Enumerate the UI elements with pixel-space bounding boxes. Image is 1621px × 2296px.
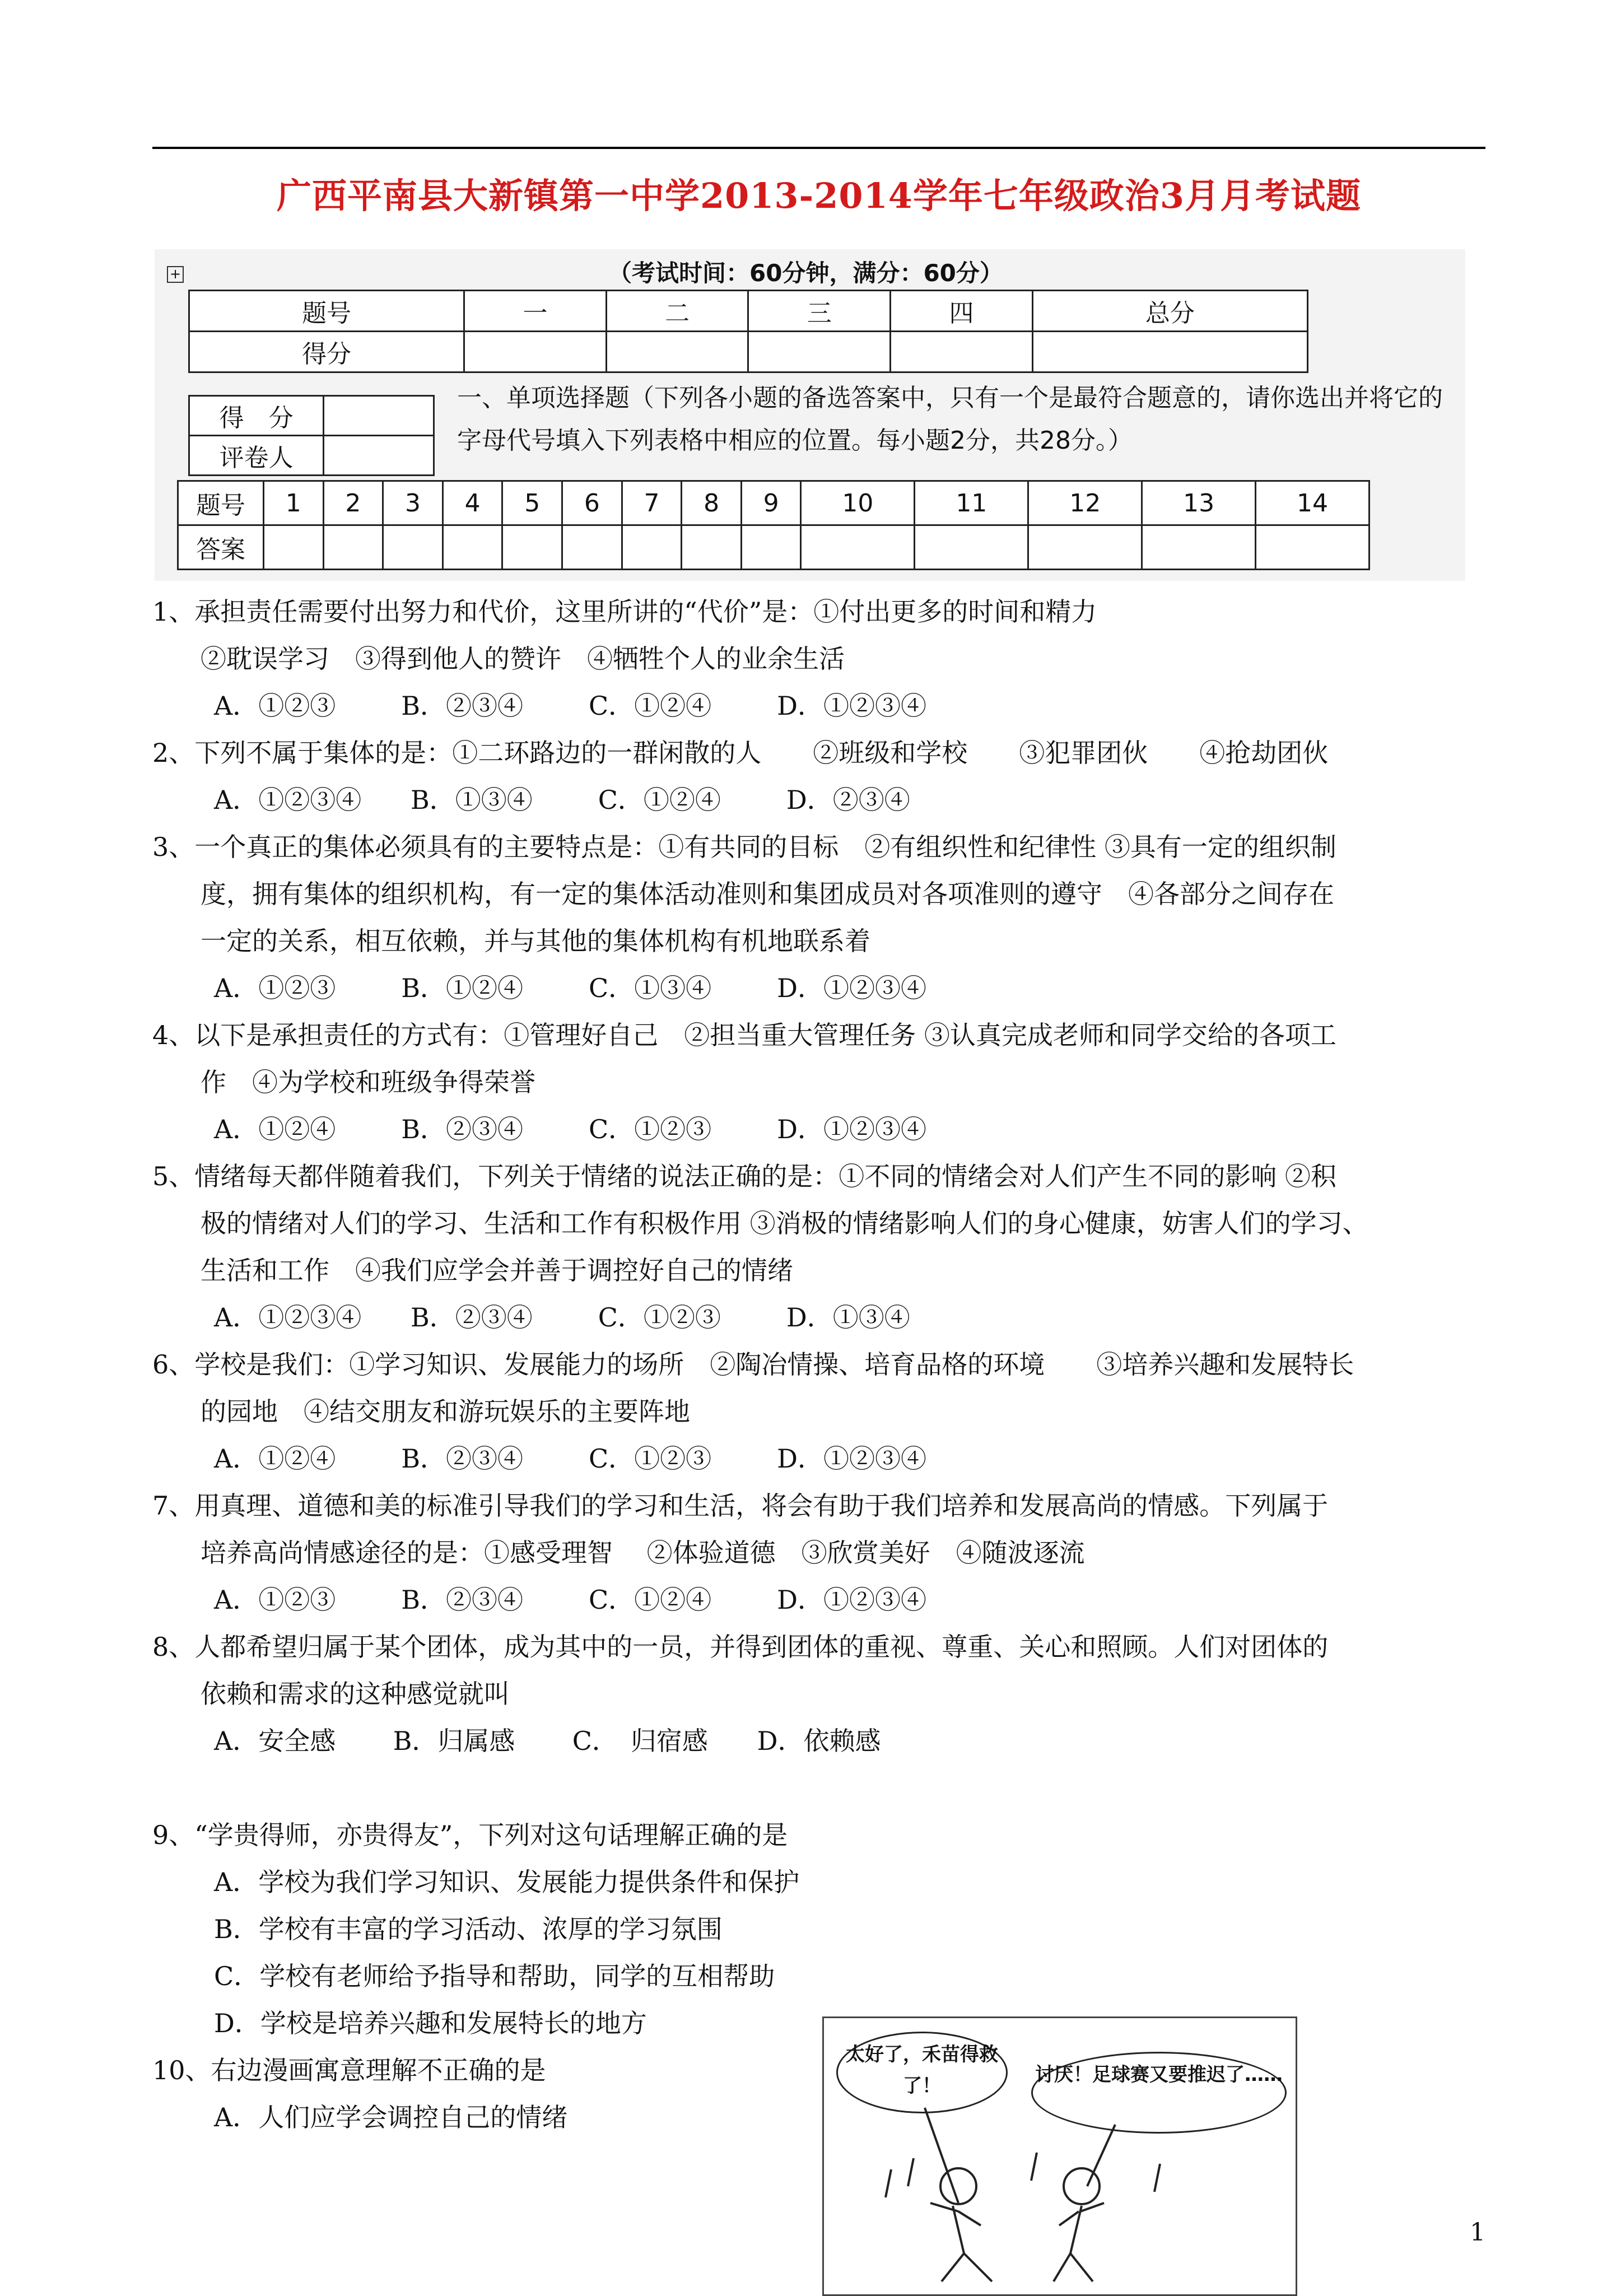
question-3: 3、一个真正的集体必须具有的主要特点是：①有共同的目标 ②有组织性和纪律性 ③具有一定的组织制	[152, 832, 1336, 862]
answer-number-cell: 9	[741, 481, 801, 525]
question-2: 2、下列不属于集体的是：①二环路边的一群闲散的人 ②班级和学校 ③犯罪团伙 ④抢劫团伙	[152, 738, 1329, 768]
question-1-options: A．①②③ B．②③④ C．①②④ D．①②③④	[214, 691, 927, 721]
table-row	[189, 291, 1308, 332]
score-cell[interactable]	[748, 332, 891, 372]
answer-cell[interactable]	[682, 525, 742, 570]
answer-number-cell: 4	[442, 481, 502, 525]
answer-number-cell: 1	[264, 481, 324, 525]
answer-number-cell: 2	[323, 481, 383, 525]
question-9-option-b: B．学校有丰富的学习活动、浓厚的学习氛围	[214, 1914, 723, 1944]
exam-time: （考试时间：60分钟，满分：60分）	[608, 259, 1003, 287]
table-row	[189, 332, 1308, 372]
question-8-options: A．安全感 B．归属感 C． 归宿感 D．依赖感	[214, 1726, 881, 1756]
answer-cell[interactable]	[1256, 525, 1370, 570]
answer-cell[interactable]	[1142, 525, 1256, 570]
spacer	[152, 1764, 1497, 1811]
question-9-option-c: C．学校有老师给予指导和帮助，同学的互相帮助	[214, 1961, 775, 1991]
question-1-cont: ②耽误学习 ③得到他人的赞许 ④牺牲个人的业余生活	[201, 644, 845, 674]
question-3-cont: 度，拥有集体的组织机构，有一定的集体活动准则和集团成员对各项准则的遵守 ④各部分之间存在	[201, 879, 1334, 909]
answer-number-cell: 11	[915, 481, 1028, 525]
section-one-instructions: 一、单项选择题（下列各小题的备选答案中，只有一个是最符合题意的，请你选出并将它的字母代号填入下列表格中相应的位置。每小题2分，共28分。）	[457, 384, 1443, 455]
answer-number-cell: 12	[1028, 481, 1142, 525]
answer-number-cell: 6	[562, 481, 622, 525]
question-2-options: A．①②③④ B．①③④ C．①②④ D．②③④	[214, 785, 910, 815]
answer-cell[interactable]	[442, 525, 502, 570]
grader-score-label: 得 分	[189, 396, 324, 436]
score-header-cell: 一	[464, 291, 607, 332]
question-3-options: A．①②③ B．①②④ C．①③④ D．①②③④	[214, 973, 927, 1003]
question-1: 1、承担责任需要付出努力和代价，这里所讲的“代价”是：①付出更多的时间和精力	[152, 597, 1097, 627]
answer-cell[interactable]	[323, 525, 383, 570]
score-header-cell: 三	[748, 291, 891, 332]
question-5-cont: 生活和工作 ④我们应学会并善于调控好自己的情绪	[201, 1255, 793, 1286]
answer-number-cell: 8	[682, 481, 742, 525]
answer-cell[interactable]	[383, 525, 443, 570]
table-row	[189, 436, 434, 476]
score-cell[interactable]	[606, 332, 748, 372]
grader-table	[188, 395, 435, 476]
page-number: 1	[1470, 2218, 1485, 2247]
score-header-cell: 四	[891, 291, 1033, 332]
question-list	[152, 588, 1497, 2141]
answer-table	[177, 480, 1370, 570]
table-row	[178, 525, 1370, 570]
grader-score-cell[interactable]	[324, 396, 434, 436]
answer-cell[interactable]	[502, 525, 562, 570]
answer-number-cell: 13	[1142, 481, 1256, 525]
question-5-options: A．①②③④ B．②③④ C．①②③ D．①③④	[214, 1302, 910, 1333]
answer-cell[interactable]	[801, 525, 915, 570]
top-rule	[152, 147, 1485, 149]
question-8: 8、人都希望归属于某个团体，成为其中的一员，并得到团体的重视、尊重、关心和照顾。人们对团体的	[152, 1632, 1329, 1662]
answer-number-cell: 10	[801, 481, 915, 525]
score-cell[interactable]	[891, 332, 1033, 372]
answer-cell[interactable]	[264, 525, 324, 570]
score-table	[188, 290, 1308, 373]
exam-header	[155, 249, 1465, 581]
question-9-option-a: A．学校为我们学习知识、发展能力提供条件和保护	[214, 1867, 800, 1897]
question-7: 7、用真理、道德和美的标准引导我们的学习和生活，将会有助于我们培养和发展高尚的情感。下列属于	[152, 1491, 1329, 1521]
question-7-options: A．①②③ B．②③④ C．①②④ D．①②③④	[214, 1585, 927, 1615]
question-5: 5、情绪每天都伴随着我们，下列关于情绪的说法正确的是：①不同的情绪会对人们产生不同的影响 ②积	[152, 1161, 1336, 1191]
grader-name-cell[interactable]	[324, 436, 434, 476]
question-7-cont: 培养高尚情感途径的是：①感受理智 ②体验道德 ③欣赏美好 ④随波逐流	[201, 1538, 1085, 1568]
question-6-cont: 的园地 ④结交朋友和游玩娱乐的主要阵地	[201, 1396, 690, 1427]
table-anchor-icon: +	[167, 266, 184, 283]
score-header-cell: 二	[606, 291, 748, 332]
answer-cell[interactable]	[622, 525, 682, 570]
answer-number-cell: 3	[383, 481, 443, 525]
answer-cell[interactable]	[741, 525, 801, 570]
score-cell[interactable]	[1032, 332, 1307, 372]
table-row	[178, 481, 1370, 525]
cartoon-figures-icon	[824, 2018, 1296, 2294]
question-4-cont: 作 ④为学校和班级争得荣誉	[201, 1067, 535, 1097]
question-3-cont: 一定的关系，相互依赖，并与其他的集体机构有机地联系着	[201, 926, 870, 956]
answer-cell[interactable]	[1028, 525, 1142, 570]
answer-cell[interactable]	[915, 525, 1028, 570]
question-6: 6、学校是我们：①学习知识、发展能力的场所 ②陶冶情操、培育品格的环境 ③培养兴趣和发展特长	[152, 1349, 1354, 1380]
score-cell[interactable]	[464, 332, 607, 372]
question-5-cont: 极的情绪对人们的学习、生活和工作有积极作用 ③消极的情绪影响人们的身心健康，妨害人们的学习、	[201, 1208, 1368, 1238]
question-4-options: A．①②④ B．②③④ C．①②③ D．①②③④	[214, 1114, 927, 1144]
score-header-cell: 总分	[1032, 291, 1307, 332]
cartoon-image	[822, 2016, 1297, 2296]
score-row-label: 得分	[189, 332, 464, 372]
answer-number-cell: 5	[502, 481, 562, 525]
answer-number-cell: 14	[1256, 481, 1370, 525]
table-row	[189, 396, 434, 436]
question-10: 10、右边漫画寓意理解不正确的是	[152, 2055, 546, 2085]
speech-bubble-right: 讨厌！足球赛又要推迟了……	[1031, 2052, 1287, 2134]
question-4: 4、以下是承担责任的方式有：①管理好自己 ②担当重大管理任务 ③认真完成老师和同学交给的各项工	[152, 1020, 1336, 1050]
answer-row-label: 答案	[178, 525, 264, 570]
answer-header-label: 题号	[178, 481, 264, 525]
question-8-cont: 依赖和需求的这种感觉就叫	[201, 1679, 510, 1709]
answer-cell[interactable]	[562, 525, 622, 570]
question-9-option-d: D．学校是培养兴趣和发展特长的地方	[214, 2008, 647, 2038]
answer-number-cell: 7	[622, 481, 682, 525]
question-10-option-a: A．人们应学会调控自己的情绪	[214, 2102, 568, 2132]
question-9: 9、“学贵得师，亦贵得友”，下列对这句话理解正确的是	[152, 1820, 788, 1850]
speech-bubble-left: 太好了，禾苗得救了！	[836, 2032, 1008, 2113]
question-6-options: A．①②④ B．②③④ C．①②③ D．①②③④	[214, 1443, 927, 1474]
page-title: 广西平南县大新镇第一中学2013-2014学年七年级政治3月月考试题	[277, 175, 1361, 216]
score-header-cell: 题号	[189, 291, 464, 332]
grader-name-label: 评卷人	[189, 436, 324, 476]
